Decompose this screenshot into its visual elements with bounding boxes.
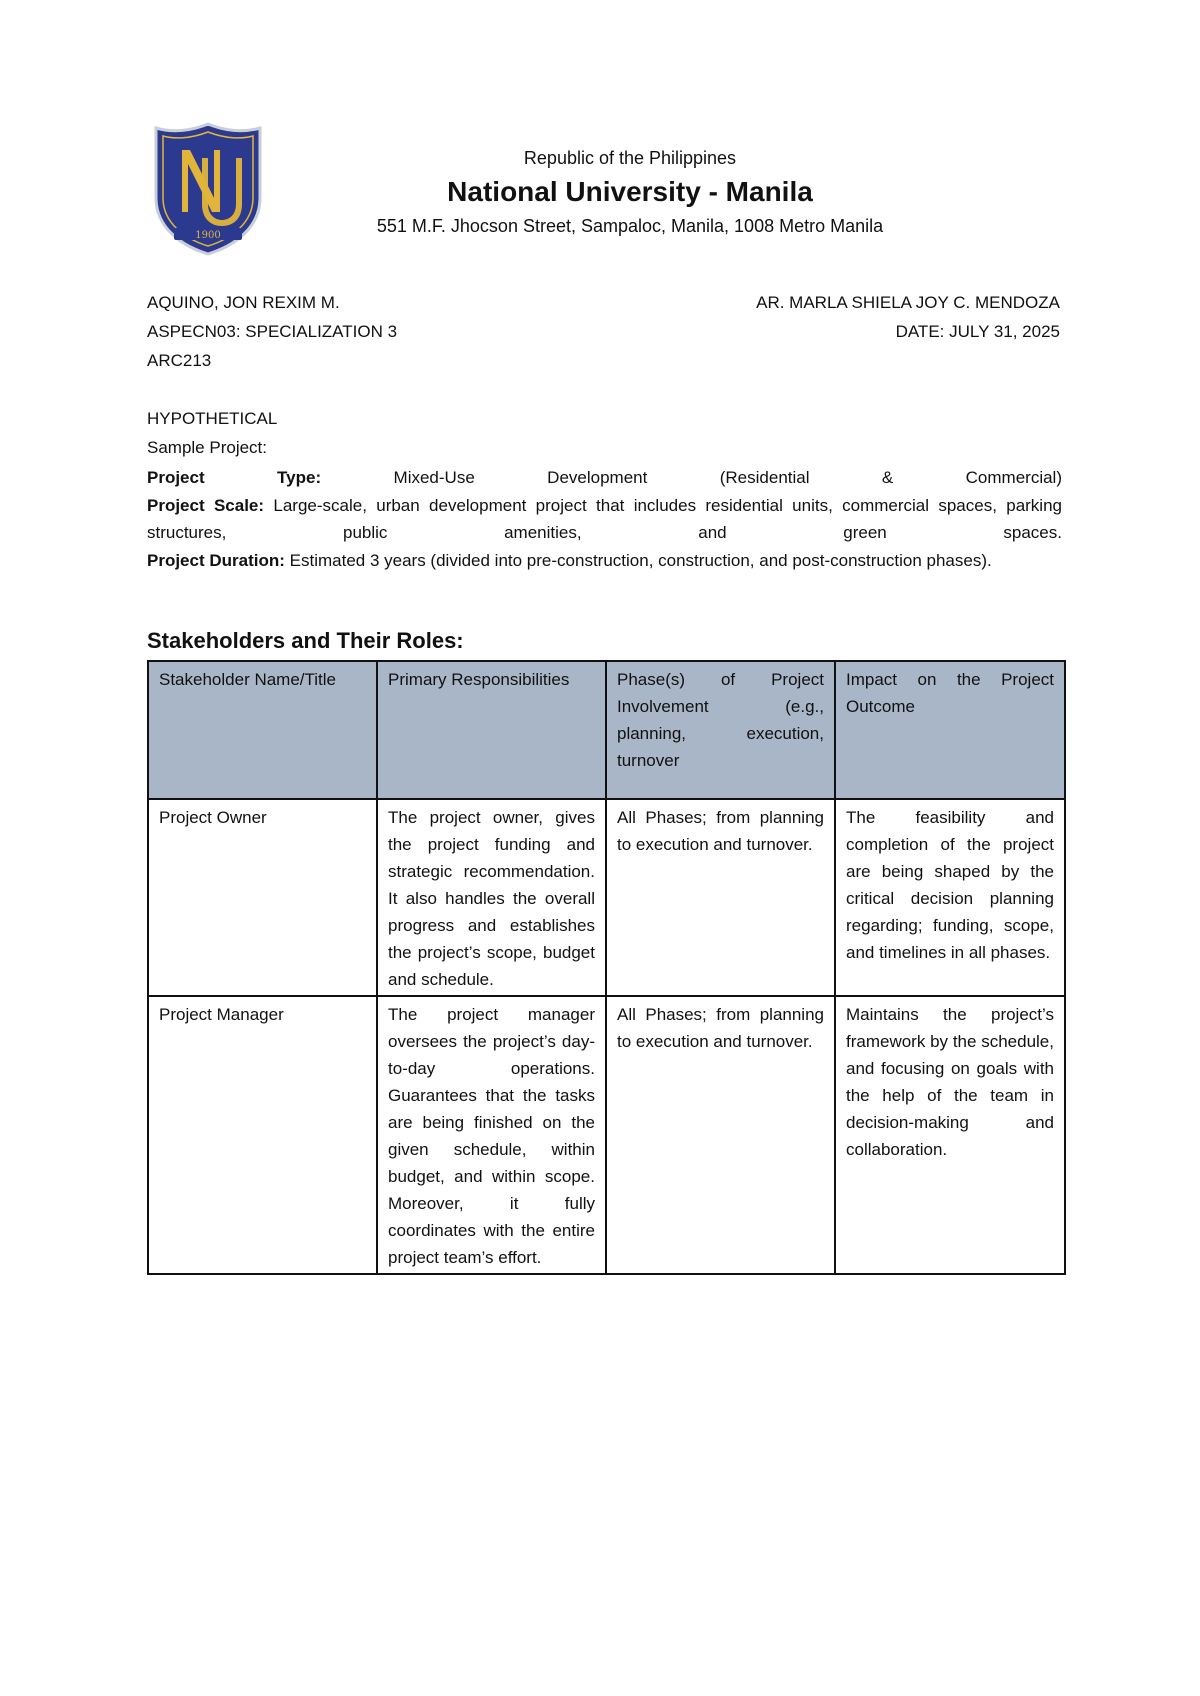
project-intro <box>147 404 1062 462</box>
project-duration-line <box>147 547 1062 575</box>
impact-cell: The feasibility and completion of the project are being shaped by the critical decision planning regarding; funding, scope, and timelines in all phases. <box>835 799 1065 996</box>
responsibilities-cell: The project manager oversees the project’s day-to-day operations. Guarantees that the tasks are being finished on the given schedule, within budget, and within scope. Moreover, it fully coordinates with the entire project team’s effort. <box>377 996 606 1274</box>
phases-cell: All Phases; from planning to execution and turnover. <box>606 799 835 996</box>
project-scale-line <box>147 492 1062 547</box>
project-type-label: Project Type: <box>147 468 322 487</box>
header-stakeholder: Stakeholder Name/Title <box>148 661 377 799</box>
header-phases: Phase(s) of Project Involvement (e.g., planning, execution, turnover <box>606 661 835 799</box>
table-title: Stakeholders and Their Roles: <box>147 628 464 653</box>
stakeholder-name: Project Owner <box>148 799 377 996</box>
section-code: ARC213 <box>147 351 212 370</box>
course-code: ASPECN03: SPECIALIZATION 3 <box>147 322 398 341</box>
university-name: National University - Manila <box>447 176 813 207</box>
project-duration-label: Project Duration: <box>147 550 285 570</box>
header-impact: Impact on the Project Outcome <box>835 661 1065 799</box>
table-row <box>148 799 1065 996</box>
project-type-value: Mixed-Use Development (Residential & Commercial) <box>393 468 1062 487</box>
table-row <box>148 996 1065 1274</box>
nu-shield-logo-icon <box>150 120 266 256</box>
project-type-line <box>147 464 1062 492</box>
responsibilities-cell: The project owner, gives the project funding and strategic recommendation. It also handles the overall progress and establishes the project’s scope, budget and schedule. <box>377 799 606 996</box>
impact-cell: Maintains the project’s framework by the schedule, and focusing on goals with the help of the team in decision-making and collaboration. <box>835 996 1065 1274</box>
submission-date: DATE: JULY 31, 2025 <box>895 322 1060 341</box>
student-name: AQUINO, JON REXIM M. <box>147 293 340 312</box>
republic-heading: Republic of the Philippines <box>523 148 737 168</box>
phases-cell: All Phases; from planning to execution and turnover. <box>606 996 835 1274</box>
project-scale-value: Large-scale, urban development project that includes residential units, commercial spaces, parking structures, public amenities, and green spaces. <box>147 495 1062 542</box>
hypothetical-label: HYPOTHETICAL <box>147 409 278 428</box>
stakeholder-name: Project Manager <box>148 996 377 1274</box>
sample-project-label: Sample Project: <box>147 438 267 457</box>
header-responsibilities: Primary Responsibilities <box>377 661 606 799</box>
logo-year: 1900 <box>195 230 221 241</box>
project-scale-label: Project Scale: <box>147 495 265 515</box>
project-duration-value: Estimated 3 years (divided into pre-construction, construction, and post-construction phases). <box>289 550 992 570</box>
instructor-name: AR. MARLA SHIELA JOY C. MENDOZA <box>756 293 1060 312</box>
student-info <box>147 288 397 375</box>
project-details <box>147 464 1062 574</box>
stakeholders-table <box>147 660 1066 1275</box>
table-header-row <box>148 661 1065 799</box>
instructor-info <box>756 288 1060 346</box>
university-address: 551 M.F. Jhocson Street, Sampaloc, Manila, 1008 Metro Manila <box>376 216 884 236</box>
